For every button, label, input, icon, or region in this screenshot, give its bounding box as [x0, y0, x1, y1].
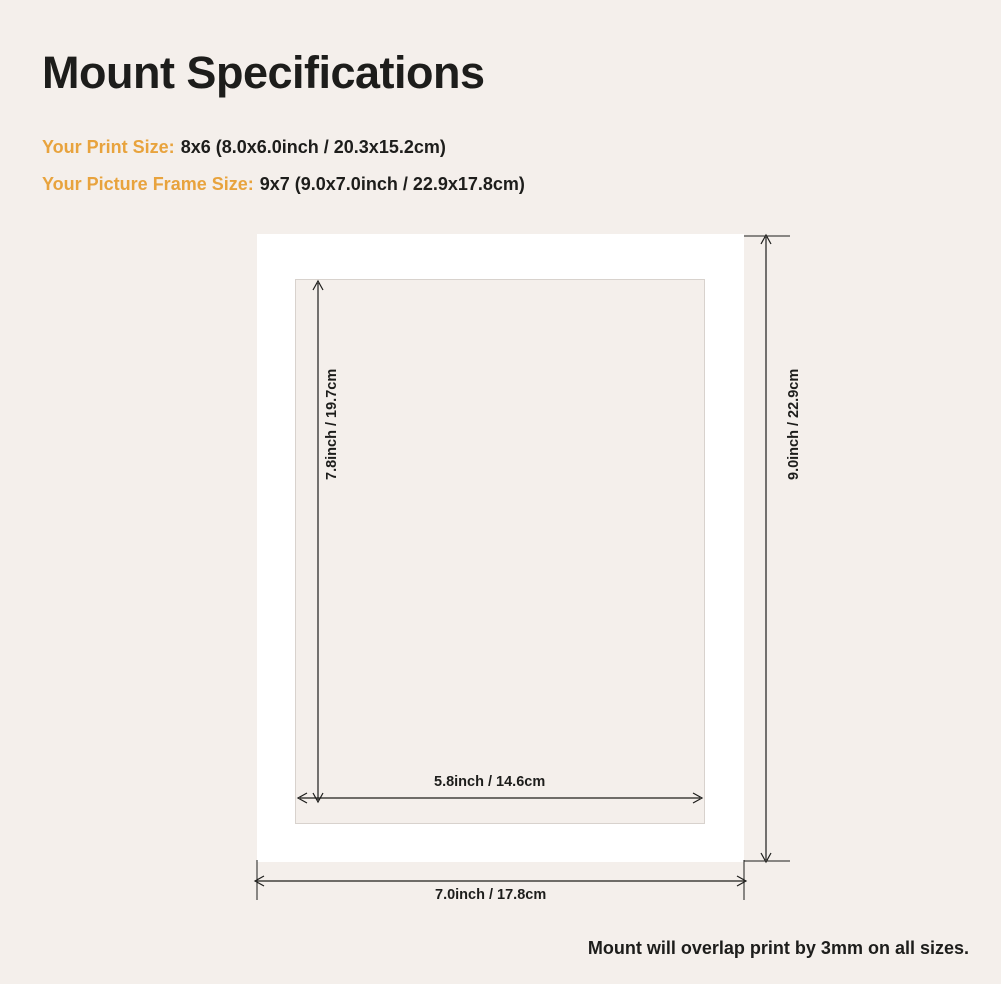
- aperture-width-label: 5.8inch / 14.6cm: [434, 774, 546, 790]
- spec-frame-size-label: Your Picture Frame Size:: [42, 174, 254, 194]
- frame-height-label: 9.0inch / 22.9cm: [786, 368, 802, 480]
- spec-print-size: [42, 138, 446, 156]
- frame-width-label: 7.0inch / 17.8cm: [435, 887, 547, 903]
- spec-frame-size-value: 9x7 (9.0x7.0inch / 22.9x17.8cm): [259, 174, 525, 194]
- spec-print-size-label: Your Print Size:: [42, 137, 175, 157]
- page-title: Mount Specifications: [42, 47, 485, 98]
- frame-width-arrow-left: [255, 876, 264, 886]
- aperture-height-label: 7.8inch / 19.7cm: [324, 368, 340, 480]
- frame-height-arrow-top: [761, 235, 771, 244]
- spec-print-size-value: 8x6 (8.0x6.0inch / 20.3x15.2cm): [180, 137, 446, 157]
- frame-height-arrow-bottom: [761, 853, 771, 862]
- frame-width-arrow-right: [737, 876, 746, 886]
- spec-frame-size: [42, 175, 525, 193]
- mount-aperture: [295, 279, 705, 824]
- overlap-note: Mount will overlap print by 3mm on all sizes.: [587, 938, 969, 958]
